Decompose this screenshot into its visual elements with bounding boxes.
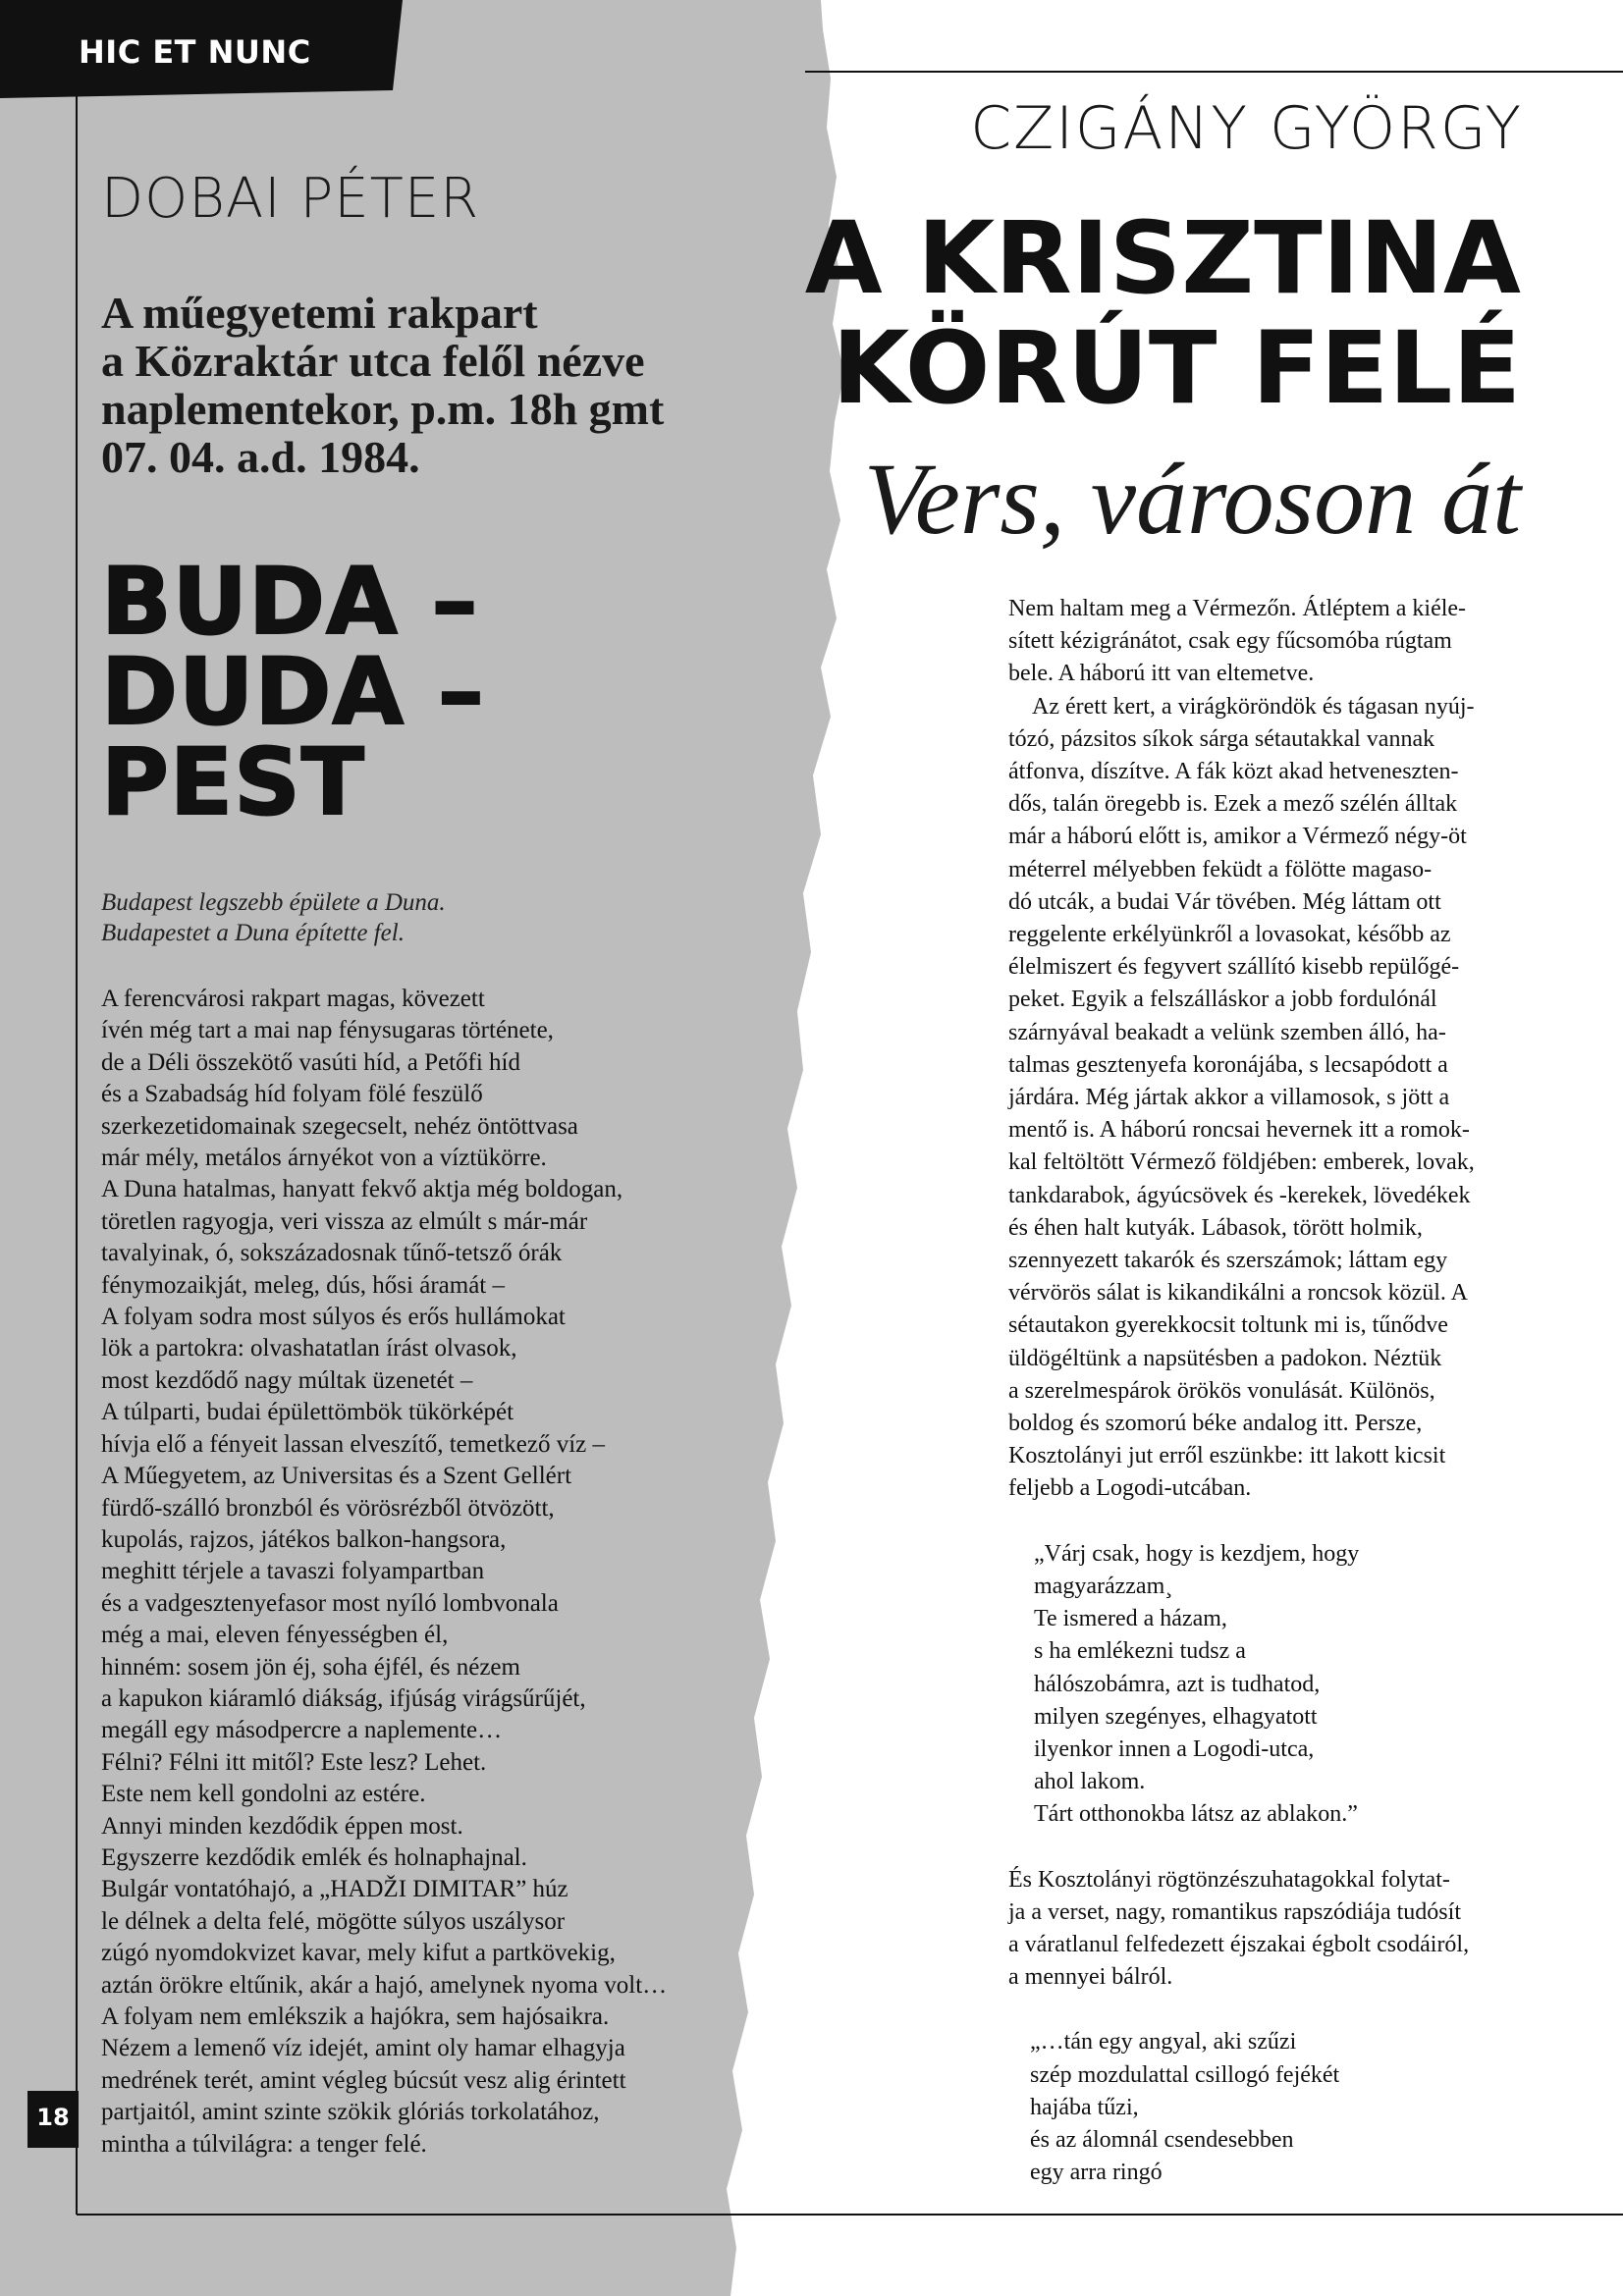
poem-line: Este nem kell gondolni az estére. [101,1781,426,1808]
poem-line: Félni? Félni itt mitől? Este lesz? Lehet. [101,1748,487,1776]
poem-line: ívén még tart a mai nap fénysugaras története, [101,1017,554,1044]
motto-line: Budapest legszebb épülete a Duna. [101,889,446,916]
prose-line: tózó, pázsitos síkok sárga sétautakkal vannak [1008,725,1435,752]
prose-line: talmas gesztenyefa koronájába, s lecsapódott a [1008,1051,1448,1078]
poem-line: fürdő-szálló bronzból és vörösrézből ötvözött, [101,1494,555,1522]
prose-line: dó utcák, a budai Vár tövében. Még láttam ott [1008,888,1441,915]
quote-line: „Várj csak, hogy is kezdjem, hogy [1034,1540,1360,1567]
prose-line: tankdarabok, ágyúcsövek és -kerekek, lövedékek [1008,1182,1471,1208]
prose-line: peket. Egyik a felszálláskor a jobb fordulónál [1008,987,1437,1013]
left-subtitle-line: a Közraktár utca felől nézve [101,336,645,386]
quote-line: hálószobámra, azt is tudhatod, [1034,1671,1321,1697]
poem-line: már mély, metálos árnyékot von a víztükörre. [101,1145,547,1172]
prose-line: sített kézigránátot, csak egy fűcsomóba rúgtam [1008,628,1452,655]
right-author-name: CZIGÁNY GYÖRGY [970,94,1523,163]
prose-line: ja a verset, nagy, romantikus rapszódiája tudósít [1008,1898,1461,1925]
section-label: HIC ET NUNC [79,33,311,71]
poem-line: a kapukon kiáramló diákság, ifjúság virágsűrűjét, [101,1684,586,1712]
prose-line: szárnyával beakadt a velünk szemben álló, ha- [1008,1019,1446,1045]
poem-line: Egyszerre kezdődik emlék és holnaphajnal. [101,1843,527,1871]
quote-line: milyen szegényes, elhagyatott [1034,1703,1318,1730]
prose-line: Kosztolányi jut erről eszünkbe: itt lakott kicsit [1008,1443,1446,1469]
prose-line: És Kosztolányi rögtönzészuhatagokkal folytat- [1008,1866,1450,1893]
poem-line: szerkezetidomainak szegecselt, nehéz öntöttvasa [101,1112,578,1140]
prose-line: boldog és szomorú béke andalog itt. Persze, [1008,1411,1423,1437]
prose-line: szennyezett takarók és szerszámok; láttam egy [1008,1248,1448,1274]
prose-line: élelmiszert és fegyvert szállító kisebb repülőgé- [1008,954,1460,981]
right-prose-continued [1008,1864,1558,1995]
poem-line: megáll egy másodpercre a naplemente… [101,1717,503,1744]
poem-line: Annyi minden kezdődik éppen most. [101,1812,463,1840]
right-title-line: A KRISZTINA [804,200,1521,317]
poem-line: A ferencvárosi rakpart magas, kövezett [101,986,485,1012]
poem-line: még a mai, eleven fényességben él, [101,1622,449,1649]
quote-line: ahol lakom. [1034,1769,1146,1795]
poem-line: meghitt térjele a tavaszi folyampartban [101,1558,485,1585]
prose-line: Az érett kert, a virágköröndök és tágasan nyúj- [1032,693,1475,720]
prose-line: sétautakon gyerekkocsit toltunk mi is, tűnődve [1008,1312,1448,1339]
right-article-subtitle: Vers, városon át [863,443,1521,556]
prose-line: kal feltöltött Vérmező földjében: emberek, lovak, [1008,1149,1475,1176]
poem-line: lök a partokra: olvashatatlan írást olvasok, [101,1335,517,1362]
poem-line: hívja elő a fényeit lassan elveszítő, temetkező víz – [101,1430,606,1458]
prose-line: a mennyei bálról. [1008,1964,1173,1991]
left-subtitle-line: 07. 04. a.d. 1984. [101,432,420,482]
poem-line: Nézem a lemenő víz idejét, amint oly hamar elhagyja [101,2035,625,2062]
poem-line: mintha a túlvilágra: a tenger felé. [101,2130,427,2158]
poem-line: aztán örökre eltűnik, akár a hajó, amelynek nyoma volt… [101,1971,668,1999]
quote-line: „…tán egy angyal, aki szűzi [1030,2029,1297,2056]
poem-line: tavalyinak, ó, sokszázadosnak tűnő-tetsző órák [101,1240,563,1267]
poem-line: kupolás, rajzos, játékos balkon-hangsora, [101,1525,507,1553]
quote-line: Tárt otthonokba látsz az ablakon.” [1034,1801,1358,1828]
quote-line: hajába tűzi, [1030,2094,1139,2120]
quote-line: és az álomnál csendesebben [1030,2126,1294,2153]
prose-line: feljebb a Logodi-utcában. [1008,1475,1252,1502]
poem-line: zúgó nyomdokvizet kavar, mely kifut a partkövekig, [101,1940,616,1967]
poem-line: A túlparti, budai épülettömbök tükörképét [101,1399,514,1426]
left-title-line: DUDA – [101,639,485,746]
prose-line: járdára. Még jártak akkor a villamosok, s jött a [1008,1085,1450,1111]
poem-line: partjaitól, amint szinte szökik glóriás torkolatához, [101,2099,600,2126]
prose-line: bele. A háború itt van eltemetve. [1008,661,1315,687]
prose-line: Nem haltam meg a Vérmezőn. Átléptem a kiéle- [1008,596,1467,621]
prose-line: méterrel mélyebben feküdt a fölötte magaso- [1008,856,1433,882]
left-title-line: PEST [101,729,365,836]
prose-line: és éhen halt kutyák. Lábasok, törött holmik, [1008,1214,1423,1241]
left-author-name: DOBAI PÉTER [101,167,480,231]
right-article-body [1008,593,1558,2189]
quote-line: ilyenkor innen a Logodi-utca, [1034,1735,1315,1762]
left-article-title [101,549,485,836]
poem-line: most kezdődő nagy múltak üzenetét – [101,1366,473,1394]
left-poem-body [101,984,769,2161]
poem-line: de a Déli összekötő vasúti híd, a Petőfi híd [101,1048,521,1076]
prose-line: vérvörös sálat is kikandikálni a roncsok közül. A [1008,1280,1468,1307]
right-prose [1008,593,1558,1506]
kosztolanyi-quote-1 [1008,1538,1558,1832]
quote-line: magyarázzam¸ [1034,1573,1173,1599]
prose-line: reggelente erkélyünkről a lovasokat, később az [1008,922,1451,948]
right-title-line: KÖRÚT FELÉ [832,310,1521,427]
poem-line: medrének terét, amint végleg búcsút vesz alig érintett [101,2066,626,2094]
page-number: 18 [36,2104,70,2131]
quote-line: Te ismered a házam, [1034,1606,1227,1632]
motto-line: Budapestet a Duna építette fel. [101,920,405,946]
poem-line: A folyam nem emlékszik a hajókra, sem hajósaikra. [101,2003,610,2030]
poem-line: A folyam sodra most súlyos és erős hullámokat [101,1304,566,1331]
prose-line: már a háború előtt is, amikor a Vérmező négy-öt [1008,824,1467,850]
quote-line: szép mozdulattal csillogó fejékét [1030,2061,1340,2088]
poem-line: A Duna hatalmas, hanyatt fekvő aktja még boldogan, [101,1176,623,1203]
poem-line: és a vadgesztenyefasor most nyíló lombvonala [101,1589,559,1617]
prose-line: mentő is. A háború roncsai hevernek itt a romok- [1008,1117,1470,1144]
prose-line: átfonva, díszítve. A fák közt akad hetveneszten- [1008,759,1459,785]
left-subtitle-line: naplementekor, p.m. 18h gmt [101,384,665,434]
right-article-title [804,200,1521,427]
prose-line: a váratlanul felfedezett éjszakai égbolt csodáiról, [1008,1931,1470,1957]
poem-line: le délnek a delta felé, mögötte súlyos uszálysor [101,1907,566,1935]
quote-line: s ha emlékezni tudsz a [1034,1638,1246,1665]
poem-line: Bulgár vontatóhajó, a „HADŽI DIMITAR” húz [101,1876,568,1903]
poem-line: töretlen ragyogja, veri vissza az elmúlt s már-már [101,1207,588,1235]
poem-line: hinném: sosem jön éj, soha éjfél, és nézem [101,1653,520,1681]
poem-line: és a Szabadság híd folyam fölé feszülő [101,1081,483,1108]
prose-line: dős, talán öregebb is. Ezek a mező szélén álltak [1008,791,1458,818]
left-article-subtitle [101,289,788,481]
left-motto [101,887,446,948]
poem-line: fénymozaikját, meleg, dús, hősi áramát – [101,1271,505,1299]
poem-line: A Műegyetem, az Universitas és a Szent Gellért [101,1463,572,1490]
left-title-line: BUDA – [101,549,479,656]
prose-line: a szerelmespárok örökös vonulását. Különös, [1008,1377,1435,1404]
quote-line: egy arra ringó [1030,2160,1163,2186]
kosztolanyi-quote-2 [1008,2026,1558,2189]
prose-line: üldögéltünk a napsütésben a padokon. Néztük [1008,1345,1442,1371]
left-subtitle-line: A műegyetemi rakpart [101,288,538,338]
